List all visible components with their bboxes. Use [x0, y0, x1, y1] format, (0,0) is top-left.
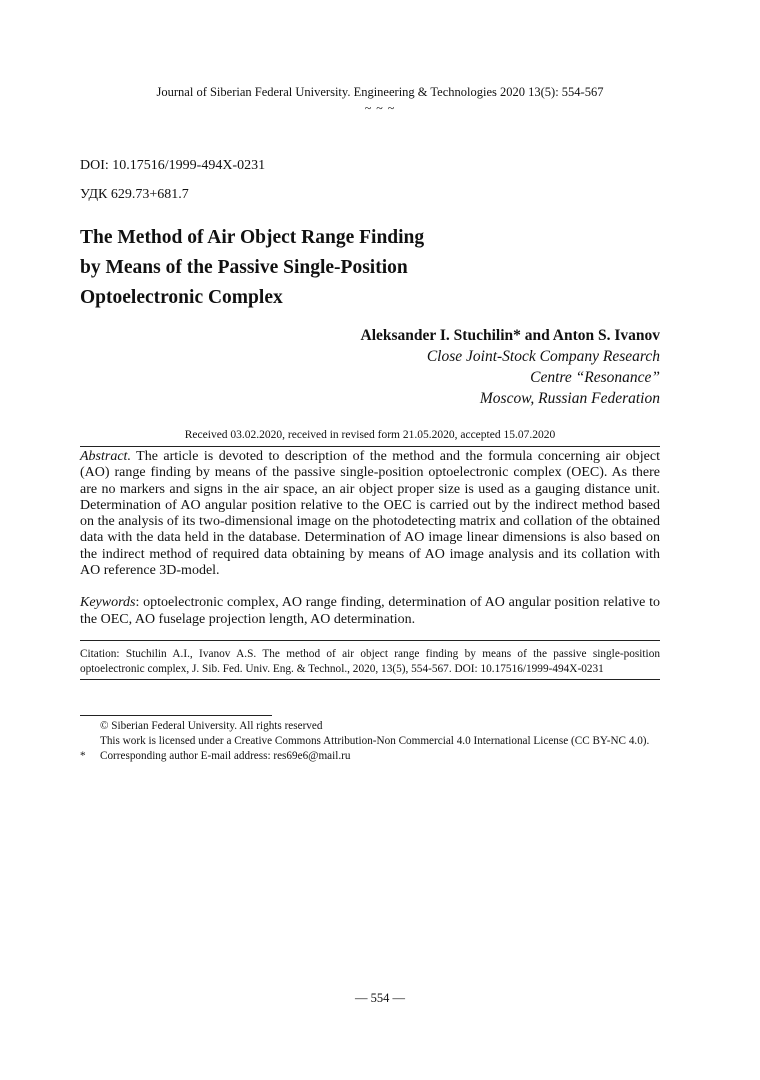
title-line: The Method of Air Object Range Finding [80, 227, 425, 248]
license-note: This work is licensed under a Creative Commons Attribution-Non Commercial 4.0 International License (CC BY-NC 4.0). [100, 735, 650, 747]
footnote-asterisk: * [80, 750, 86, 762]
affiliation-line: Close Joint-Stock Company Research [426, 348, 660, 365]
abstract-text: The article is devoted to description of the method and the formula concerning air object (AO) range finding by means of the passive single-position optoelectronic complex (OEC). As there are no markers and signs in the air space, an air object proper size is used as a gauging distance unit. Determination of AO angular position relative to the OEC is carried out by the indirect method based on the analysis of its two-dimensional image on the photodetecting matrix and collation of the obtained data with the data held in the database. Determination of AO image linear dimensions is also based on the indirect method of required data obtaining by means of AO image analysis and its collation with AO reference 3D-model. [80, 449, 660, 579]
title-line: Optoelectronic Complex [80, 287, 283, 308]
title-line: by Means of the Passive Single-Position [80, 257, 408, 278]
header-ornament: ~ ~ ~ [364, 101, 396, 115]
copyright-note: © Siberian Federal University. All rights reserved [100, 720, 323, 732]
article-title [80, 223, 580, 313]
author-names: Aleksander I. Stuchilin* and Anton S. Ivanov [360, 327, 660, 344]
abstract [80, 449, 660, 579]
divider [80, 640, 660, 641]
affiliation-line: Centre “Resonance” [530, 369, 660, 386]
authors-block [100, 325, 660, 409]
corresponding-author-note [80, 749, 680, 764]
keywords-text: : optoelectronic complex, AO range finding, determination of AO angular position relative to the OEC, AO fuselage projection length, AO determination. [80, 595, 660, 627]
affiliation-line: Moscow, Russian Federation [479, 390, 660, 407]
page-number: — 554 — [355, 991, 405, 1005]
received-dates: Received 03.02.2020, received in revised form 21.05.2020, accepted 15.07.2020 [184, 429, 556, 441]
divider [80, 679, 660, 680]
citation: Citation: Stuchilin A.I., Ivanov A.S. The method of air object range finding by means of the passive single-position optoelectronic complex, J. Sib. Fed. Univ. Eng. & Technol., 2020, 13(5), 554-567. DOI: 10.17516/1999-494X-0231 [80, 648, 660, 675]
keywords [80, 594, 660, 628]
keywords-label: Keywords [80, 595, 136, 610]
corresponding-author-email: Corresponding author E-mail address: res69e6@mail.ru [100, 750, 351, 762]
divider [80, 446, 660, 447]
doi: DOI: 10.17516/1999-494X-0231 [80, 158, 266, 173]
footnote-divider [80, 715, 272, 716]
footnotes [80, 719, 680, 764]
udk-code: УДК 629.73+681.7 [80, 187, 189, 202]
journal-header: Journal of Siberian Federal University. Engineering & Technologies 2020 13(5): 554-567 [156, 85, 604, 99]
abstract-label: Abstract. [80, 449, 131, 464]
